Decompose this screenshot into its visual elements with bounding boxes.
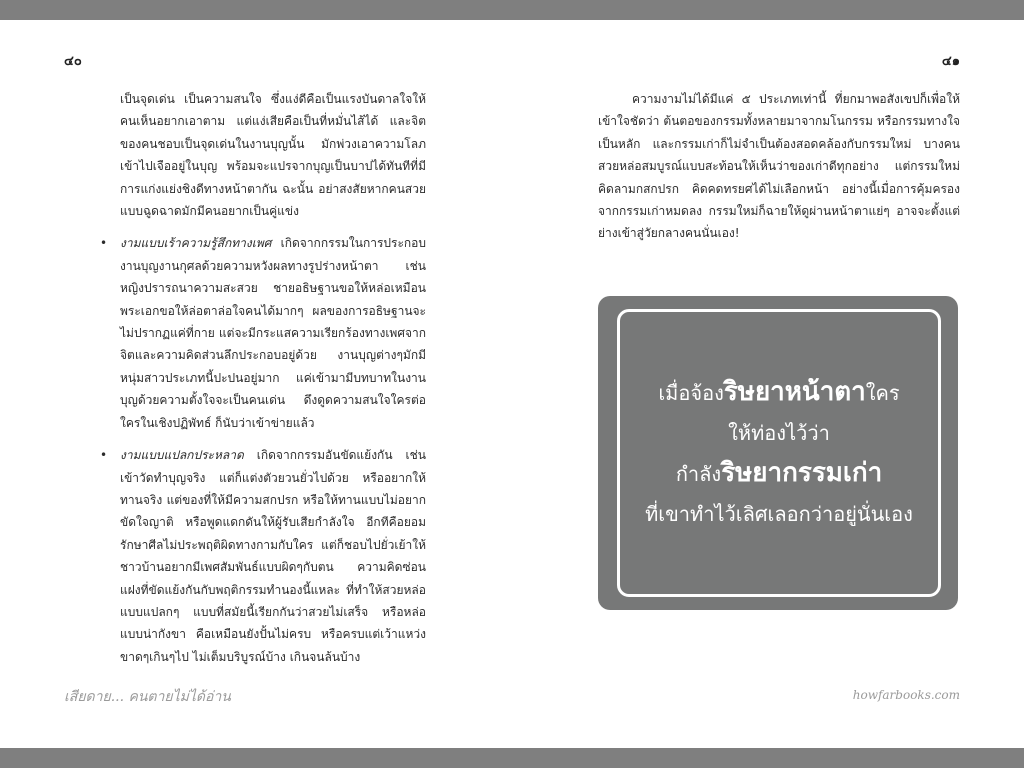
list-item-term: งามแบบเร้าความรู้สึกทางเพศ bbox=[120, 236, 272, 251]
list-item-term: งามแบบแปลกประหลาด bbox=[120, 448, 244, 463]
list-item-text: เกิดจากกรรมในการประกอบงานบุญงานกุศลด้วยความหวังผลทางรูปร่างหน้าตา เช่น หญิงปรารถนาความสะสวย ชายอธิษฐานขอให้หล่อเหมือนพระเอกขอให้ล่อตาล่อใจคนได้มากๆ ผลของการอธิษฐานจะไม่ปรากฏแค่ที่กาย แต่จะมีกระแสความเรียกร้องทางเพศจากจิตและความคิดส่วนลึกประกอบอยู่ด้วย งานบุญต่างๆมักมีหนุ่มสาวประเภทนี้ปะปนอยู่มาก แค่เข้ามามีบทบาทในงานบุญด้วยความตั้งใจจะเป็นคนเด่น ดึงดูดความสนใจใครต่อใครในเชิงปฏิพัทธ์ ก็นับว่าเข้าข่ายแล้ว bbox=[120, 236, 426, 430]
quote-line-3 bbox=[676, 453, 882, 494]
right-paragraph: ความงามไม่ได้มีแค่ ๕ ประเภทเท่านี้ ที่ยกมาพอสังเขปก็เพื่อให้เข้าใจชัดว่า ต้นตอของกรรมทั้งหลายมาจากมโนกรรม หรือกรรมทางใจเป็นหลัก และกรรมเก่าก็ไม่จำเป็นต้องสอดคล้องกับกรรมใหม่ บางคนสวยหล่อสมบูรณ์แบบสะท้อนให้เห็นว่าของเก่าดีทุกอย่าง แต่กรรมใหม่คิดลามกสกปรก คิดคดทรยศได้ไม่เลือกหน้า อย่างนี้เมื่อการคุ้มครองจากกรรมเก่าหมดลง กรรมใหม่ก็ฉายให้ดูผ่านหน้าตาแย่ๆ อาจจะตั้งแต่ย่างเข้าสู่วัยกลางคนนั่นเอง! bbox=[598, 92, 960, 241]
list-item bbox=[100, 444, 426, 668]
quote-line-1 bbox=[658, 372, 899, 413]
intro-paragraph: เป็นจุดเด่น เป็นความสนใจ ซึ่งแง่ดีคือเป็นแรงบันดาลใจให้คนเห็นอยากเอาตาม แต่แง่เสียคือเป็นที่หมั่นไส้ได้ และจิตของคนชอบเป็นจุดเด่นในงานบุญนั้น มักพ่วงเอาความโลภเข้าไปเจืออยู่ในบุญ พร้อมจะแปรจากบุญเป็นบาปได้ทันทีที่มีการแก่งแย่งชิงดีทางหน้าตากัน ฉะนั้น อย่าสงสัยหากคนสวยแบบฉูดฉาดมักมีคนอยากเป็นคู่แข่ง bbox=[120, 92, 426, 219]
quote-line-2: ให้ท่องไว้ว่า bbox=[728, 421, 830, 445]
quote-line-3-pre: กำลัง bbox=[675, 462, 722, 486]
bullet-icon: • bbox=[100, 236, 108, 251]
quote-line-1-emphasis: ริษยาหน้าตา bbox=[723, 377, 866, 407]
quote-box bbox=[598, 296, 958, 610]
beauty-type-list bbox=[100, 232, 426, 668]
list-item bbox=[100, 232, 426, 434]
quote-frame bbox=[617, 309, 941, 597]
bottom-bar bbox=[0, 748, 1024, 768]
quote-line-3-emphasis: ริษยากรรมเก่า bbox=[721, 458, 883, 488]
right-page-number: ๔๑ bbox=[941, 54, 960, 69]
quote-line-1-post: ใคร bbox=[865, 381, 900, 405]
right-page-body bbox=[598, 88, 960, 245]
website-footer: howfarbooks.com bbox=[852, 688, 960, 702]
bullet-icon: • bbox=[100, 448, 108, 463]
quote-line-4: ที่เขาทำไว้เลิศเลอกว่าอยู่นั่นเอง bbox=[645, 502, 913, 526]
left-page-number: ๔๐ bbox=[64, 54, 82, 69]
list-item-text: เกิดจากกรรมอันขัดแย้งกัน เช่น เข้าวัดทำบุญจริง แต่ก็แต่งตัวยวนยั่วไปด้วย หรืออยากให้ทานจริง แต่ของที่ให้มีความสกปรก หรือให้ทานแบบไม่อยากขัดใจญาติ หรือพูดแดกดันให้ผู้รับเสียกำลังใจ อีกทีคือยอมรักษาศีลไม่ประพฤติผิดทางกามกับใคร แต่ก็ชอบไปยั่วเย้าให้ชาวบ้านอยากมีเพศสัมพันธ์แบบผิดๆกับตน ความคิดซ่อนแฝงที่ขัดแย้งกันกับพฤติกรรมทำนองนี้แหละ ที่ทำให้สวยหล่อแบบแปลกๆ แบบที่สมัยนี้เรียกกันว่าสวยไม่เสร็จ หรือหล่อแบบน่ากังขา คือเหมือนยังปั้นไม่ครบ หรือครบแต่เว้าแหว่ง ขาดๆเกินๆไป ไม่เต็มบริบูรณ์บ้าง เกินจนล้นบ้าง bbox=[120, 448, 426, 664]
top-bar bbox=[0, 0, 1024, 20]
left-page-body bbox=[100, 88, 426, 678]
quote-line-1-pre: เมื่อจ้อง bbox=[658, 381, 724, 405]
book-title-footer: เสียดาย... คนตายไม่ได้อ่าน bbox=[64, 689, 231, 705]
